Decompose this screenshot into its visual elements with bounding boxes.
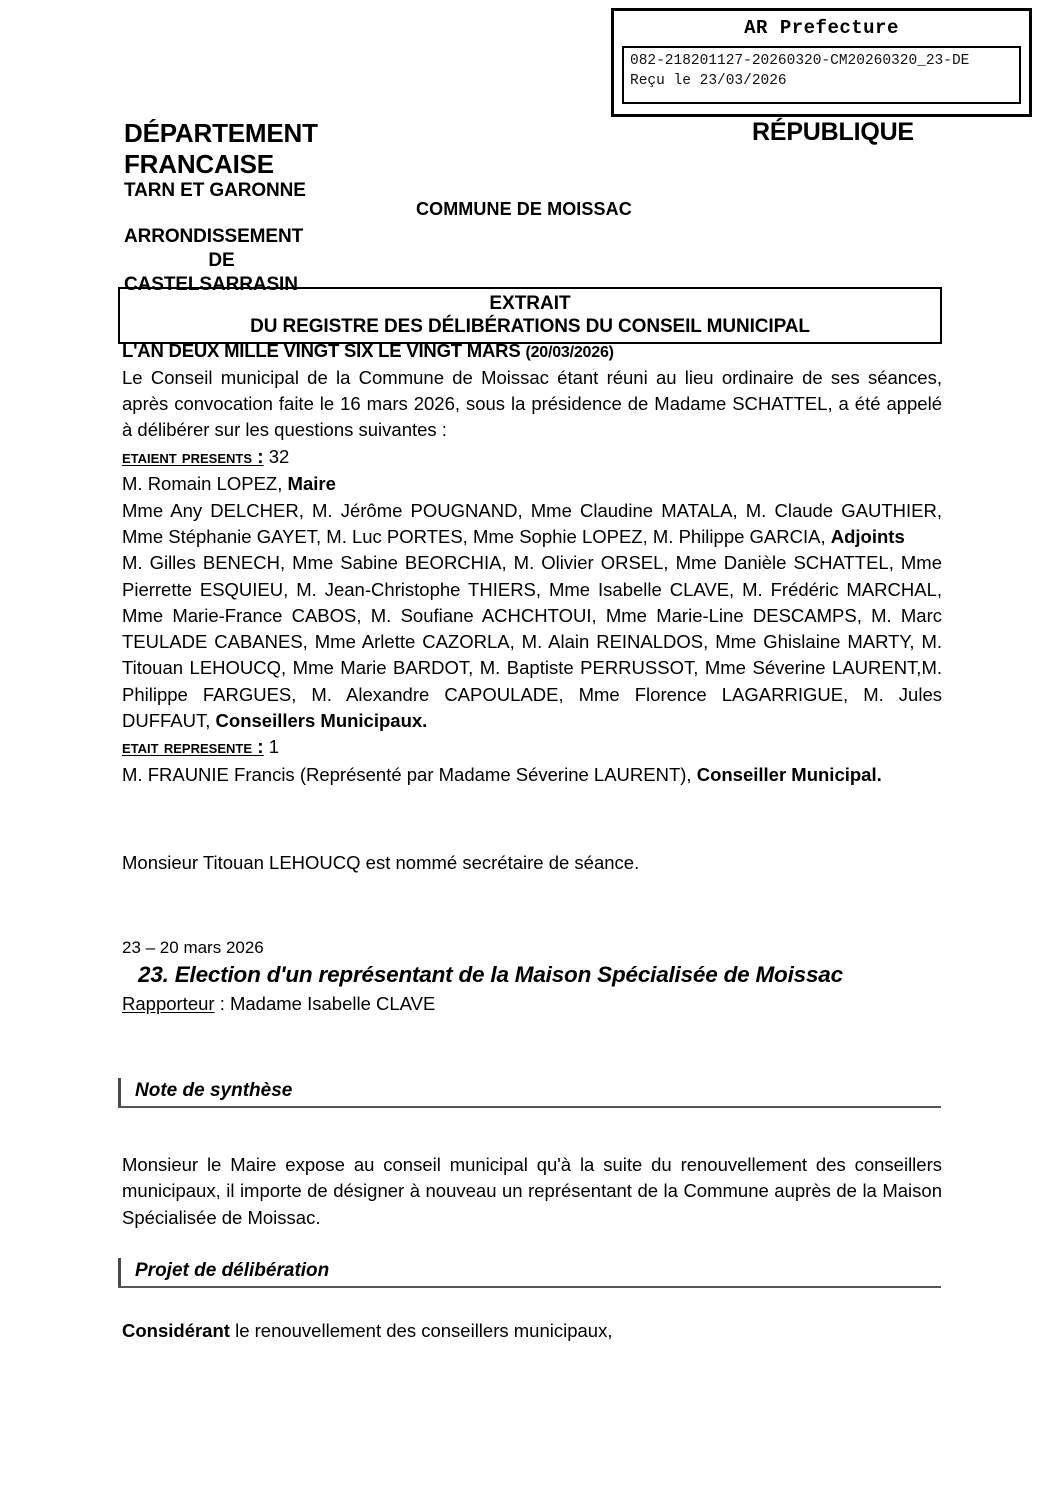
header-commune: COMMUNE DE MOISSAC [416, 199, 632, 219]
deliberation-title: 23. Election d'un représentant de la Maison Spécialisée de Moissac [138, 962, 843, 987]
adjoints-line [122, 498, 942, 551]
ar-stamp-title: AR Prefecture [744, 17, 899, 39]
extrait-box [118, 287, 942, 344]
ar-stamp-reference: 082-218201127-20260320-CM20260320_23-DE [630, 53, 970, 69]
projet-heading-row [118, 1258, 941, 1286]
considerant-label: Considérant [122, 1320, 230, 1341]
adjoints-names: Mme Any DELCHER, M. Jérôme POUGNAND, Mme Claudine MATALA, M. Claude GAUTHIER, Mme Stéphanie GAYET, M. Luc PORTES, Mme Sophie LOPEZ, M. Philippe GARCIA, [122, 499, 942, 548]
rapporteur-line [122, 993, 435, 1015]
presents-line [122, 444, 942, 472]
secretary-line: Monsieur Titouan LEHOUCQ est nommé secrétaire de séance. [122, 852, 640, 873]
represente-person-line [122, 762, 942, 788]
conseillers-role: Conseillers Municipaux. [215, 709, 428, 731]
session-date-title [122, 338, 942, 365]
header-arrondissement: ARRONDISSEMENT [124, 226, 304, 248]
conseillers-names: M. Gilles BENECH, Mme Sabine BEORCHIA, M. Olivier ORSEL, Mme Danièle SCHATTEL, Mme Pierrette ESQUIEU, M. Jean-Christophe THIERS, Mme Isabelle CLAVE, M. Frédéric MARCHAL, Mme Marie-France CABOS, M. Soufiane ACHCHTOUI, Mme Marie-Line DESCAMPS, M. Marc TEULADE CABANES, Mme Arlette CAZORLA, M. Alain REINALDOS, Mme Ghislaine MARTY, M. Titouan LEHOUCQ, Mme Marie BARDOT, M. Baptiste PERRUSSOT, Mme Séverine LAURENT,M. Philippe FARGUES, M. Alexandre CAPOULADE, Mme Florence LAGARRIGUE, M. Jules DUFFAUT, [122, 552, 942, 731]
projet-heading-text: Projet de délibération [135, 1260, 330, 1281]
header-departement: DÉPARTEMENT [124, 118, 318, 148]
header-castelsarrasin: CASTELSARRASIN [124, 273, 298, 295]
projet-de-deliberation-heading [118, 1258, 941, 1288]
session-body [122, 338, 942, 788]
presents-label: etaient presents : [122, 446, 264, 468]
session-intro: Le Conseil municipal de la Commune de Moissac étant réuni au lieu ordinaire de ses séances, après convocation faite le 16 mars 2026, sous la présidence de Madame SCHATTEL, a été appelé à délibérer sur les questions suivantes : [122, 366, 942, 441]
note-de-synthese-body: Monsieur le Maire expose au conseil municipal qu'à la suite du renouvellement des conseillers municipaux, il importe de désigner à nouveau un représentant de la Commune auprès de la Maison Spécialisée de Moissac. [122, 1154, 942, 1228]
ar-stamp-received-date: Reçu le 23/03/2026 [630, 72, 787, 89]
header-de: DE [208, 249, 235, 271]
represente-line [122, 734, 942, 762]
note-de-synthese-heading [118, 1078, 941, 1108]
note-heading-rule [118, 1106, 941, 1108]
extrait-line-1: EXTRAIT [489, 293, 571, 314]
header-tarn-et-garonne: TARN ET GARONNE [124, 180, 306, 202]
projet-heading-rule [118, 1286, 941, 1288]
header-francaise: FRANCAISE [124, 148, 274, 179]
conseillers-line [122, 550, 942, 734]
session-date-words: L'AN DEUX MILLE VINGT SIX LE VINGT MARS [122, 340, 521, 361]
ar-stamp-body [622, 46, 1021, 104]
projet-considerant-line [122, 1318, 942, 1344]
adjoints-role: Adjoints [830, 526, 905, 548]
ar-prefecture-stamp [611, 8, 1032, 117]
represente-role: Conseiller Municipal. [696, 764, 882, 786]
rapporteur-label: Rapporteur [122, 993, 215, 1014]
note-heading-text: Note de synthèse [135, 1080, 293, 1101]
header-republique: RÉPUBLIQUE [752, 118, 914, 146]
deliberation-reference: 23 – 20 mars 2026 [122, 938, 264, 957]
extrait-line-2: DU REGISTRE DES DÉLIBÉRATIONS DU CONSEIL MUNICIPAL [250, 316, 810, 338]
considerant-rest: le renouvellement des conseillers municipaux, [229, 1320, 613, 1341]
session-date-parenthetical: (20/03/2026) [525, 344, 614, 361]
represente-count: 1 [268, 736, 280, 758]
maire-name: M. Romain LOPEZ, [122, 473, 283, 495]
presents-count: 32 [268, 445, 290, 467]
maire-role: Maire [287, 473, 336, 495]
represente-label: etait represente : [122, 737, 264, 759]
note-heading-row [118, 1078, 941, 1106]
rapporteur-value: : Madame Isabelle CLAVE [214, 993, 436, 1014]
maire-line [122, 471, 942, 497]
represente-person: M. FRAUNIE Francis (Représenté par Madame Séverine LAURENT), [122, 764, 692, 786]
